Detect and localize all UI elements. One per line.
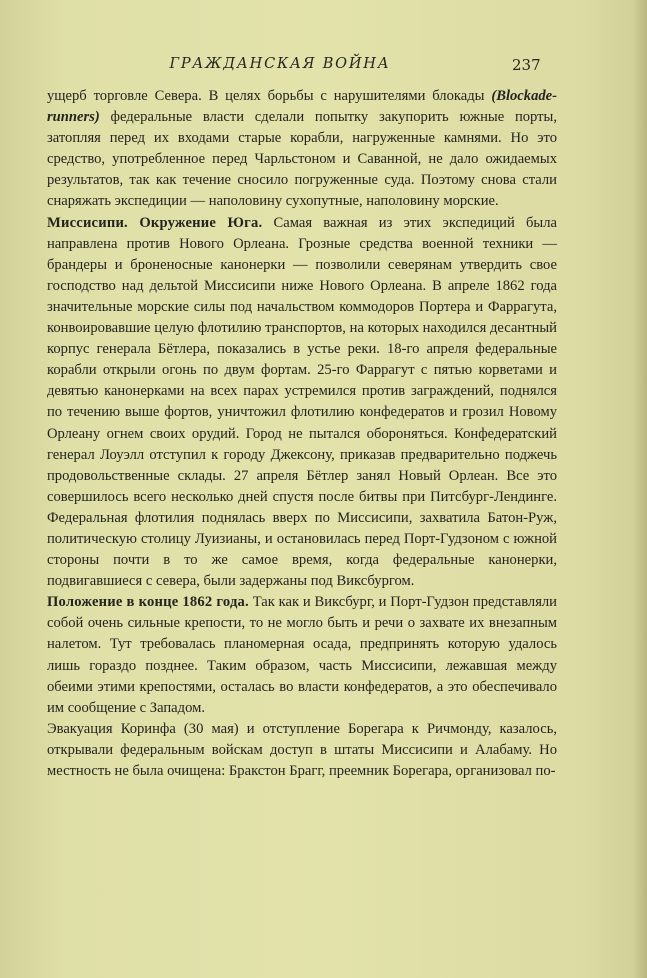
- paragraph-mississippi-text: Самая важная из этих экспедиций была направлена против Нового Орлеана. Грозные средства военной техники — брандеры и броненосные канонерки — позволили северянам утвердить свое господство над дельтой Миссисипи ниже Нового Орлеана. В апреле 1862 года значительные морские силы под начальством коммодоров Портера и Фаррагута, конвоировавшие целую флотилию транспортов, на которых находился десантный корпус генерала Бётлера, показались в устье реки. 18-го апреля федеральные корабли открыли огонь по двум фортам. 25-го Фаррагут с пятью корветами и девятью канонерками на всех парах устремился против заграждений, поднялся по течению выше фортов, уничтожил флотилию конфедератов и грозил Новому Орлеану огнем своих орудий. Город не пытался обороняться. Конфедератский генерал Лоуэлл отступил к городу Джексону, приказав предварительно поджечь продовольственные склады. 27 апреля Бётлер занял Новый Орлеан. Все это совершилось всего несколько дней спустя после битвы при Питсбург-Лендинге. Федеральная флотилия поднялась вверх по Миссисипи, захватила Батон-Руж, политическую столицу Луизианы, и остановилась перед Порт-Гудзоном с южной стороны почти в то же самое время, когда федеральные канонерки, подвигавшиеся с севера, были задержаны под Виксбургом.: [47, 214, 557, 590]
- page-number: 237: [512, 56, 541, 74]
- body-text: [47, 86, 557, 782]
- page-edge-shadow: [633, 0, 647, 978]
- paragraph-corinth-text: Эвакуация Коринфа (30 мая) и отступление Борегара к Ричмонду, казалось, открывали федеральным войскам доступ в штаты Миссисипи и Алабаму. Но местность не была очищена: Бракстон Брагг, преемник Борегара, организовал по-: [47, 720, 557, 779]
- paragraph-corinth: [47, 719, 557, 782]
- paragraph-position-1862-text: Так как и Виксбург, и Порт-Гудзон представляли собой очень сильные крепости, то не могло быть и речи о захвате их внезапным налетом. Тут требовалась планомерная осада, предпринять которую удалось лишь гораздо позднее. Таким образом, часть Миссисипи, лежавшая между обеими этими крепостями, осталась во власти конфедератов, а это обеспечивало им сообщение с Западом.: [47, 594, 557, 716]
- section-heading-mississippi: Миссисипи. Окружение Юга.: [47, 214, 263, 231]
- section-heading-position-1862: Положение в конце 1862 года.: [47, 594, 249, 611]
- paragraph-blockade-text-2: федеральные власти сделали попытку закупорить южные порты, затопляя перед их входами старые корабли, нагруженные камнями. Но это средство, употребленное перед Чарльстоном и Саванной, не дало ожидаемых результатов, так как течение сносило погруженные суда. Поэтому снова стали снаряжать экспедиции — наполовину сухопутные, наполовину морские.: [47, 109, 557, 210]
- page-header: [0, 56, 647, 78]
- blockade-runners-term: (Blockade-runners): [47, 88, 557, 126]
- paragraph-blockade-text-1: ущерб торговле Севера. В целях борьбы с нарушителями блокады: [47, 88, 492, 104]
- paragraph-blockade: [47, 86, 557, 213]
- paragraph-position-1862: [47, 592, 557, 719]
- running-title: ГРАЖДАНСКАЯ ВОЙНА: [169, 56, 391, 72]
- paragraph-mississippi: [47, 213, 557, 593]
